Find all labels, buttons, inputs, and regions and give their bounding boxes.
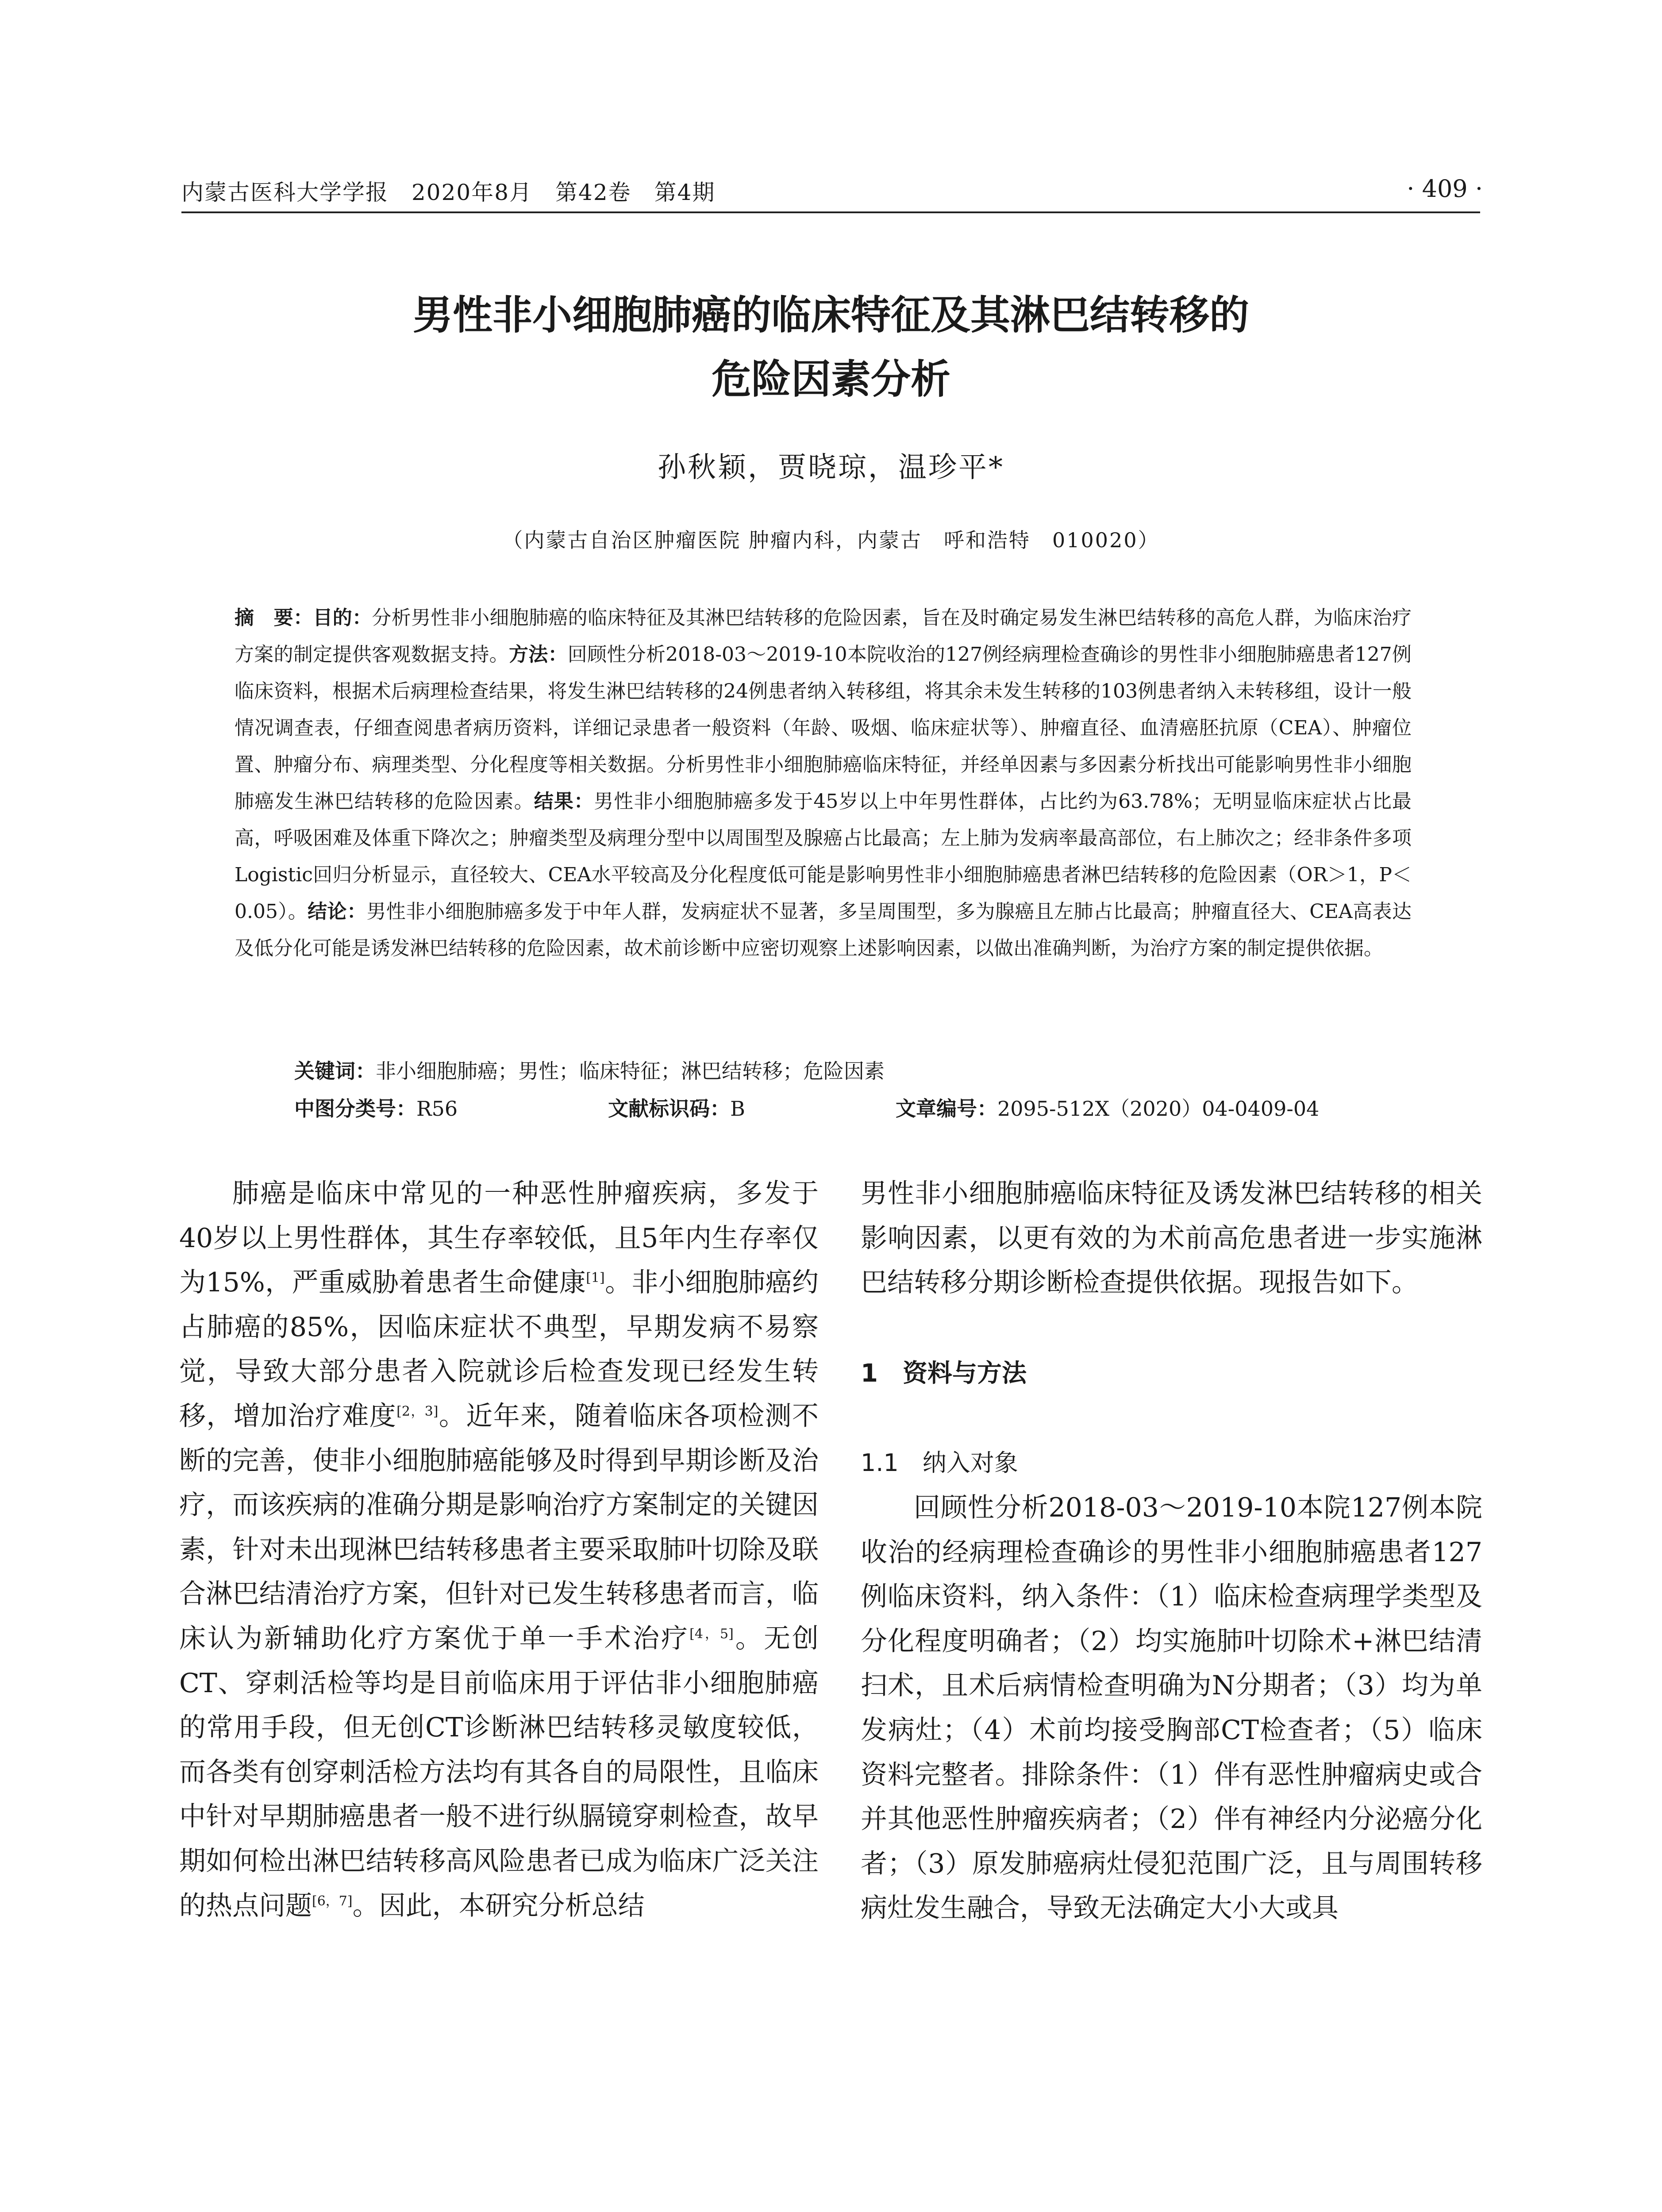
results-text: 男性非小细胞肺癌多发于45岁以上中年男性群体，占比约为63.78%；无明显临床症状占比最高，呼吸困难及体重下降次之；肿瘤类型及病理分型中以周围型及腺癌占比最高；左上肺为发病率最高部位，右上肺次之；经非条件多项Logistic回归分析显示，直径较大、CEA水平较高及分化程度低可能是影响男性非小细胞肺癌患者淋巴结转移的危险因素（OR＞1，P＜0.05）。 <box>235 790 1412 923</box>
authors: 孙秋颖，贾晓琼，温珍平* <box>658 451 1004 484</box>
title-line-1: 男性非小细胞肺癌的临床特征及其淋巴结转移的 <box>413 292 1249 338</box>
article-number <box>896 1097 1394 1121</box>
clc-label: 中图分类号： <box>294 1097 416 1121</box>
objective-text: 分析男性非小细胞肺癌的临床特征及其淋巴结转移的危险因素，旨在及时确定易发生淋巴结转移的高危人群，为临床治疗方案的制定提供客观数据支持。 <box>235 607 1412 666</box>
doc-value: B <box>730 1097 745 1121</box>
intro-text-4: 。无创CT、穿刺活检等均是目前临床用于评估非小细胞肺癌的常用手段，但无创CT诊断淋巴结转移灵敏度较低，而各类有创穿刺活检方法均有其各自的局限性，且临床中针对早期肺癌患者一般不进行纵膈镜穿刺检查，故早期如何检出淋巴结转移高风险患者已成为临床广泛关注的热点问题 <box>179 1623 819 1921</box>
title-line-2: 危险因素分析 <box>712 356 950 403</box>
keywords <box>294 1055 1400 1084</box>
intro-text-5: 。因此，本研究分析总结 <box>352 1890 645 1921</box>
article-value: 2095-512X（2020）04-0409-04 <box>997 1097 1320 1121</box>
subsection-heading: 1.1 纳入对象 <box>861 1449 1018 1477</box>
intro-text-3: 。近年来，随着临床各项检测不断的完善，使非小细胞肺癌能够及时得到早期诊断及治疗，而该疾病的准确分期是影响治疗方案制定的关键因素，针对未出现淋巴结转移患者主要采取肺叶切除及联合淋巴结清治疗方案，但针对已发生转移患者而言，临床认为新辅助化疗方案优于单一手术治疗 <box>179 1400 819 1654</box>
document-code <box>608 1097 820 1121</box>
doc-label: 文献标识码： <box>608 1097 731 1121</box>
body-right-column <box>861 1171 1482 1931</box>
intro-continuation: 男性非小细胞肺癌临床特征及诱发淋巴结转移的相关影响因素，以更有效的为术前高危患者进一步实施淋巴结转移分期诊断检查提供依据。现报告如下。 <box>861 1178 1482 1298</box>
article-label: 文章编号： <box>895 1097 997 1121</box>
section-heading: 1 资料与方法 <box>861 1359 1027 1388</box>
abstract <box>235 599 1412 967</box>
conclusion-text: 男性非小细胞肺癌多发于中年人群，发病症状不显著，多呈周围型，多为腺癌且左肺占比最高；肿瘤直径大、CEA高表达及低分化可能是诱发淋巴结转移的危险因素，故术前诊断中应密切观察上述影响因素，以做出准确判断，为治疗方案的制定提供依据。 <box>235 900 1412 960</box>
intro-text-2: 。非小细胞肺癌约占肺癌的85%，因临床症状不典型，早期发病不易察觉，导致大部分患者入院就诊后检查发现已经发生转移，增加治疗难度 <box>179 1267 819 1432</box>
intro-text-1: 肺癌是临床中常见的一种恶性肿瘤疾病，多发于40岁以上男性群体，其生存率较低，且5年内生存率仅为15%，严重威胁着患者生命健康 <box>179 1178 819 1298</box>
conclusion-label: 结论： <box>308 900 367 923</box>
abstract-label: 摘 要： <box>235 607 313 629</box>
citation-ref: [4，5] <box>689 1626 734 1642</box>
keywords-value: 非小细胞肺癌；男性；临床特征；淋巴结转移；危险因素 <box>376 1059 885 1083</box>
citation-ref: [1] <box>586 1270 605 1286</box>
methods-paragraph: 回顾性分析2018-03～2019-10本院127例本院收治的经病理检查确诊的男性非小细胞肺癌患者127例临床资料，纳入条件：（1）临床检查病理学类型及分化程度明确者；（2）均实施肺叶切除术+淋巴结清扫术，且术后病情检查明确为N分期者；（3）均为单发病灶；（4）术前均接受胸部CT检查者；（5）临床资料完整者。排除条件：（1）伴有恶性肿瘤病史或合并其他恶性肿瘤疾病者；（2）伴有神经内分泌癌分化者；（3）原发肺癌病灶侵犯范围广泛，且与周围转移病灶发生融合，导致无法确定大小大或具 <box>861 1492 1482 1924</box>
methods-text: 回顾性分析2018-03～2019-10本院收治的127例经病理检查确诊的男性非小细胞肺癌患者127例临床资料，根据术后病理检查结果，将发生淋巴结转移的24例患者纳入转移组，将其余未发生转移的103例患者纳入未转移组，设计一般情况调查表，仔细查阅患者病历资料，详细记录患者一般资料（年龄、吸烟、临床症状等）、肿瘤直径、血清癌胚抗原（CEA）、肿瘤位置、肿瘤分布、病理类型、分化程度等相关数据。分析男性非小细胞肺癌临床特征，并经单因素与多因素分析找出可能影响男性非小细胞肺癌发生淋巴结转移的危险因素。 <box>235 643 1412 813</box>
clc-code <box>294 1097 533 1121</box>
citation-ref: [2，3] <box>396 1403 439 1419</box>
objective-label: 目的： <box>313 607 372 629</box>
methods-label: 方法： <box>508 643 568 666</box>
paper-title <box>133 283 1529 411</box>
running-header: 内蒙古医科大学学报 2020年8月 第42卷 第4期 <box>181 180 716 205</box>
page-number: · 409 · <box>1407 175 1483 203</box>
keywords-label: 关键词： <box>294 1059 376 1083</box>
body-left-column <box>179 1171 819 1928</box>
header-rule <box>181 211 1480 213</box>
results-label: 结果： <box>534 790 594 813</box>
affiliation: （内蒙古自治区肿瘤医院 肿瘤内科，内蒙古 呼和浩特 010020） <box>502 528 1160 552</box>
classification-codes <box>294 1093 1400 1122</box>
intro-paragraph <box>179 1171 819 1928</box>
clc-value: R56 <box>416 1097 458 1121</box>
citation-ref: [6，7] <box>312 1893 353 1909</box>
